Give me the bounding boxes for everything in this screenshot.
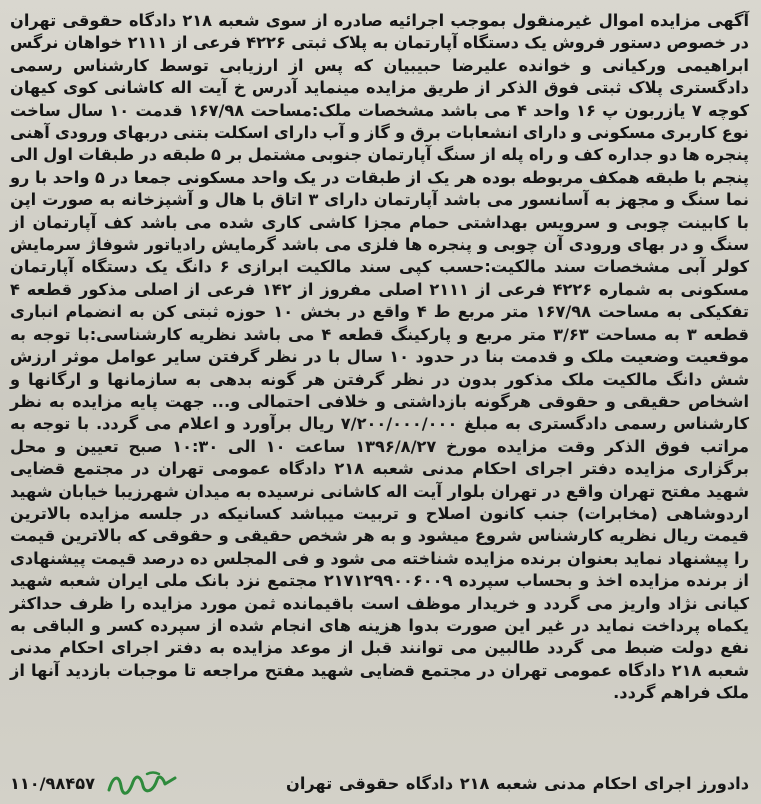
notice-footer bbox=[10, 770, 749, 796]
bailiff-signature-label: دادورز اجرای احکام مدنی شعبه ۲۱۸ دادگاه حقوقی تهران bbox=[286, 773, 749, 793]
reference-number: ۱۱۰/۹۸۴۵۷ bbox=[10, 773, 95, 793]
handwritten-signature-icon bbox=[103, 768, 181, 798]
auction-notice-body: آگهی مزایده اموال غیرمنقول بموجب اجرائیه صادره از سوی شعبه ۲۱۸ دادگاه حقوقی تهران در خصوص دستور فروش یک دستگاه آپارتمان به پلاک ثبتی ۴۲۲۶ فرعی از ۲۱۱۱ خواهان نرگس ابراهیمی ورکیانی و خوانده علیرضا حبیبیان که پس از ارزیابی توسط کارشناس رسمی دادگستری پلاک ثبتی فوق الذکر از طریق مزایده مینماید آدرس خ آیت اله کاشانی کوی کیهان کوچه ۷ یازربون پ ۱۶ واحد ۴ می باشد مشخصات ملک:مساحت ۱۶۷/۹۸ قدمت ۱۰ سال ساخت نوع کاربری مسکونی و دارای انشعابات برق و گاز و آب دارای اسکلت بتنی دربهای ورودی آهنی پنجره ها دو جداره کف و راه پله از سنگ آپارتمان جنوبی مشتمل بر ۵ طبقه در طبقات اول الی پنجم با طبقه همکف مربوطه بوده هر یک از طبقات در یک واحد مسکونی جمعا در ۵ واحد با رو نما سنگ و مجهز به آسانسور می باشد آپارتمان دارای ۳ اتاق با هال و آشپزخانه به صورت اپن با کابینت چوبی و سرویس بهداشتی حمام مجزا کاشی کاری شده می باشد کف آپارتمان از سنگ و در بهای ورودی آن چوبی و پنجره ها فلزی می باشد گرمایش رادیاتور شوفاژ سرمایش کولر آبی مشخصات سند مالکیت:حسب کپی سند مالکیت ابرازی ۶ دانگ یک دستگاه آپارتمان مسکونی به شماره ۴۲۲۶ فرعی از ۲۱۱۱ اصلی مفروز از ۱۴۲ فرعی از اصلی مذکور قطعه ۴ تفکیکی به مساحت ۱۶۷/۹۸ متر مربع ط ۴ واقع در بخش ۱۰ حوزه ثبتی کن به انضمام انباری قطعه ۳ به مساحت ۳/۶۳ متر مربع و پارکینگ قطعه ۴ می باشد نظریه کارشناسی:با توجه به موقعیت وضعیت ملک و قدمت بنا در حدود ۱۰ سال با در نظر گرفتن سایر عوامل موثر ارزش شش دانگ مالکیت ملک مذکور بدون در نظر گرفتن هر گونه بدهی به سازمانها و ارگانها و اشخاص حقیقی و حقوقی هرگونه بازداشتی و خلافی احتمالی و... جهت پایه مزایده به نظر کارشناس رسمی دادگستری به مبلغ ۷/۲۰۰/۰۰۰/۰۰۰ ریال برآورد و اعلام می گردد. با توجه به مراتب فوق الذکر وقت مزایده مورخ ۱۳۹۶/۸/۲۷ ساعت ۱۰ الی ۱۰:۳۰ صبح تعیین و محل برگزاری مزایده دفتر اجرای احکام مدنی شعبه ۲۱۸ دادگاه عمومی تهران در مجتمع قضایی شهید مفتح تهران واقع در تهران بلوار آیت اله کاشانی نرسیده به میدان شهرزیبا خیابان شهید اردوشاهی (مخابرات) جنب کانون اصلاح و تربیت میباشد کسانیکه در جلسه مزایده بالاترین قیمت ریال نظریه کارشناس شروع میشود و به هر شخص حقیقی و حقوقی که بالاترین قیمت را پیشنهاد نماید بعنوان برنده مزایده شناخته می شود و فی المجلس ده درصد قیمت پیشنهادی از برنده مزایده اخذ و بحساب سپرده ۲۱۷۱۲۹۹۰۰۶۰۰۹ مجتمع نزد بانک ملی ایران شعبه شهید کیانی نژاد واریز می گردد و خریدار موظف است باقیمانده ثمن مورد مزایده را ظرف حداکثر یکماه پرداخت نماید در غیر این صورت بدوا هزینه های انجام شده از سپرده کسر و الباقی به نفع دولت ضبط می گردد طالبین می توانند قبل از موعد مزایده به دفتر اجرای احکام مدنی شعبه ۲۱۸ دادگاه عمومی تهران در مجتمع قضایی شهید مفتح مراجعه تا موجبات بازدید آنها از ملک فراهم گردد. bbox=[10, 11, 750, 703]
